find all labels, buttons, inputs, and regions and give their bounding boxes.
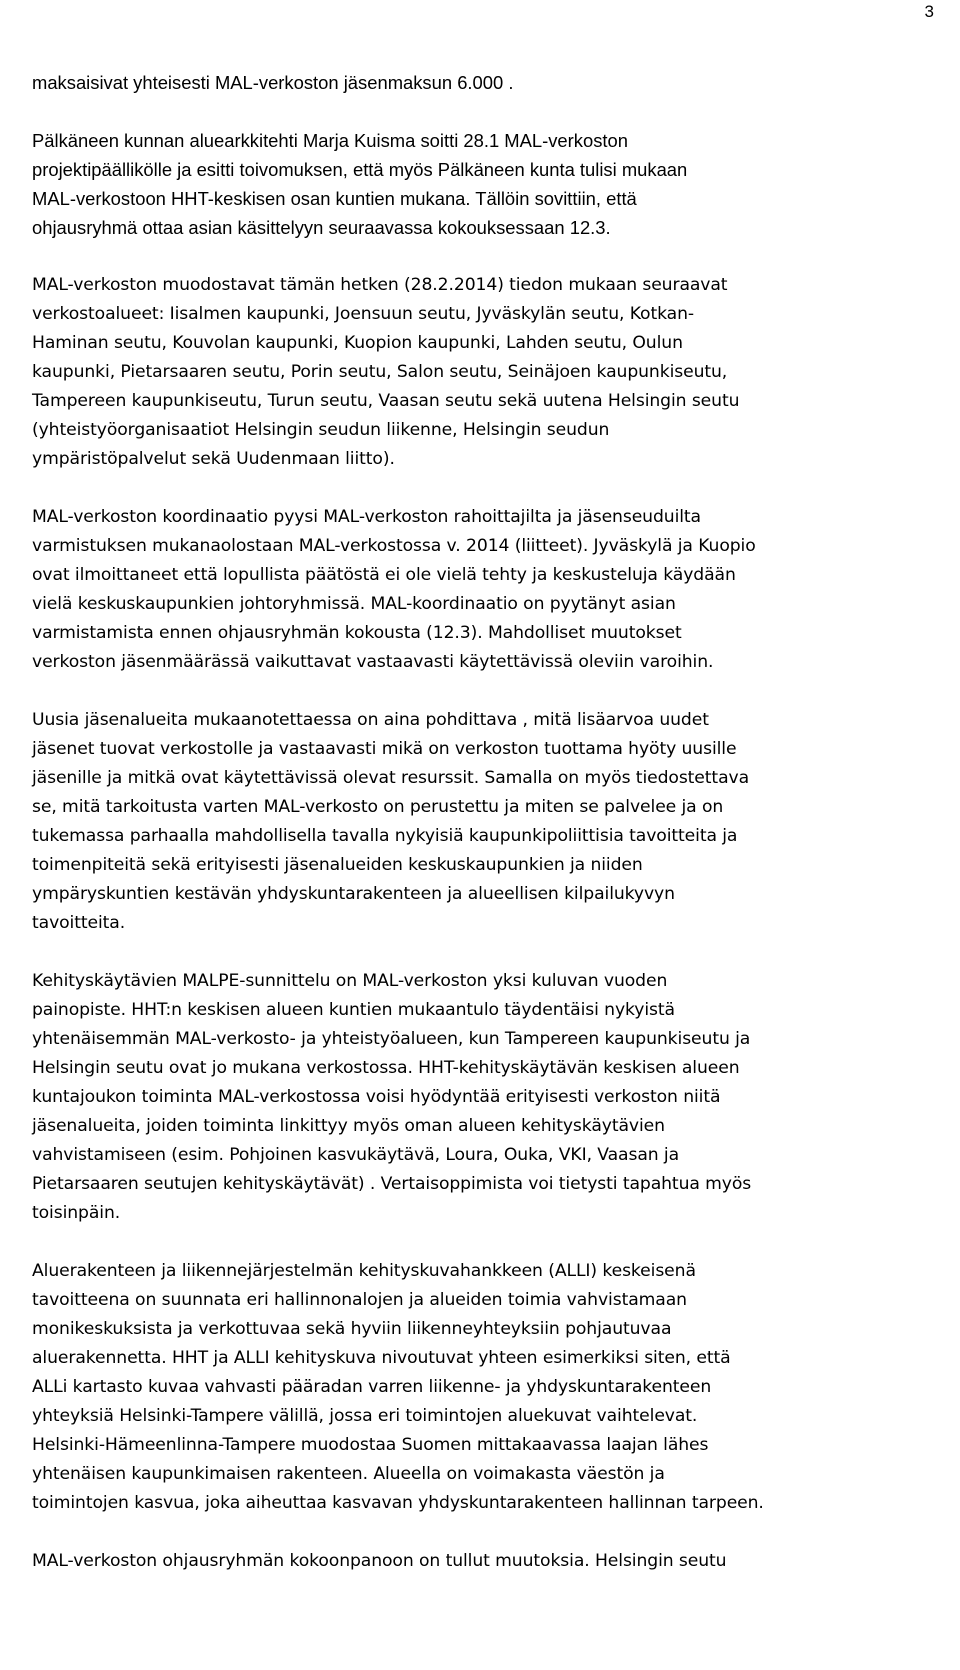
text-line: MAL-verkoston koordinaatio pyysi MAL-verkoston rahoittajilta ja jäsenseuduilta [32, 507, 701, 527]
text-line: yhteyksiä Helsinki-Tampere välillä, jossa eri toimintojen aluekuvat vaihtelevat. [32, 1406, 698, 1426]
text-line: tavoitteena on suunnata eri hallinnonalojen ja alueiden toimia vahvistamaan [32, 1290, 687, 1310]
text-line: verkostoalueet: Iisalmen kaupunki, Joensuun seutu, Jyväskylän seutu, Kotkan- [32, 304, 694, 324]
text-line: Helsinki-Hämeenlinna-Tampere muodostaa Suomen mittakaavassa laajan lähes [32, 1435, 709, 1455]
text-line: Haminan seutu, Kouvolan kaupunki, Kuopion kaupunki, Lahden seutu, Oulun [32, 333, 683, 353]
text-line: ympäristöpalvelut sekä Uudenmaan liitto). [32, 449, 395, 469]
text-line: verkoston jäsenmäärässä vaikuttavat vastaavasti käytettävissä oleviin varoihin. [32, 652, 714, 672]
text-line: jäsenet tuovat verkostolle ja vastaavasti mikä on verkoston tuottama hyöty uusille [32, 739, 737, 759]
document-body [32, 68, 932, 1605]
text-line: ympäryskuntien kestävän yhdyskuntarakenteen ja alueellisen kilpailukyvyn [32, 884, 675, 904]
text-line: projektipäällikölle ja esitti toivomuksen, että myös Pälkäneen kunta tulisi mukaan [32, 159, 688, 180]
text-line: tavoitteita. [32, 913, 126, 933]
text-line: yhtenäisemmän MAL-verkosto- ja yhteistyöalueen, kun Tampereen kaupunkiseutu ja [32, 1029, 751, 1049]
text-line: toimenpiteitä sekä erityisesti jäsenalueiden keskuskaupunkien ja niiden [32, 855, 643, 875]
text-line: varmistamista ennen ohjausryhmän kokousta (12.3). Mahdolliset muutokset [32, 623, 682, 643]
paragraph-alli [32, 1257, 932, 1518]
text-line: jäsenalueita, joiden toiminta linkittyy myös oman alueen kehityskäytävien [32, 1116, 665, 1136]
text-line: ovat ilmoittaneet että lopullista päätöstä ei ole vielä tehty ja keskusteluja käydään [32, 565, 736, 585]
text-line: kaupunki, Pietarsaaren seutu, Porin seutu, Salon seutu, Seinäjoen kaupunkiseutu, [32, 362, 728, 382]
text-line: ALLi kartasto kuvaa vahvasti pääradan varren liikenne- ja yhdyskuntarakenteen [32, 1377, 712, 1397]
text-line: Helsingin seutu ovat jo mukana verkostossa. HHT-kehityskäytävän keskisen alueen [32, 1058, 740, 1078]
text-line: kuntajoukon toiminta MAL-verkostossa voisi hyödyntää erityisesti verkoston niitä [32, 1087, 721, 1107]
text-line: monikeskuksista ja verkottuvaa sekä hyviin liikenneyhteyksiin pohjautuvaa [32, 1319, 672, 1339]
text-line: Pälkäneen kunnan aluearkkitehti Marja Kuisma soitti 28.1 MAL-verkoston [32, 130, 628, 151]
paragraph-membership-fee [32, 68, 932, 97]
paragraph-palkane-request [32, 126, 932, 242]
text-line: (yhteistyöorganisaatiot Helsingin seudun liikenne, Helsingin seudun [32, 420, 610, 440]
text-line: vielä keskuskaupunkien johtoryhmissä. MAL-koordinaatio on pyytänyt asian [32, 594, 676, 614]
text-line: ohjausryhmä ottaa asian käsittelyyn seuraavassa kokouksessaan 12.3. [32, 217, 611, 238]
text-line: painopiste. HHT:n keskisen alueen kuntien mukaantulo täydentäisi nykyistä [32, 1000, 675, 1020]
text-line: toimintojen kasvua, joka aiheuttaa kasvavan yhdyskuntarakenteen hallinnan tarpeen. [32, 1493, 764, 1513]
text-line: MAL-verkoston muodostavat tämän hetken (28.2.2014) tiedon mukaan seuraavat [32, 275, 728, 295]
paragraph-coordination [32, 503, 932, 677]
text-line: Uusia jäsenalueita mukaanotettaessa on aina pohdittava , mitä lisäarvoa uudet [32, 710, 709, 730]
paragraph-corridors [32, 967, 932, 1228]
text-line: tukemassa parhaalla mahdollisella tavalla nykyisiä kaupunkipoliittisia tavoitteita ja [32, 826, 738, 846]
text-line: Tampereen kaupunkiseutu, Turun seutu, Vaasan seutu sekä uutena Helsingin seutu [32, 391, 740, 411]
text-line: varmistuksen mukanaolostaan MAL-verkostossa v. 2014 (liitteet). Jyväskylä ja Kuopio [32, 536, 756, 556]
paragraph-new-members [32, 706, 932, 938]
text-line: maksaisivat yhteisesti MAL-verkoston jäsenmaksun 6.000 . [32, 72, 514, 93]
text-line: se, mitä tarkoitusta varten MAL-verkosto on perustettu ja miten se palvelee ja on [32, 797, 724, 817]
text-line: MAL-verkoston ohjausryhmän kokoonpanoon on tullut muutoksia. Helsingin seutu [32, 1551, 727, 1571]
text-line: Pietarsaaren seutujen kehityskäytävät) . Vertaisoppimista voi tietysti tapahtua myös [32, 1174, 752, 1194]
text-line: vahvistamiseen (esim. Pohjoinen kasvukäytävä, Loura, Ouka, VKI, Vaasan ja [32, 1145, 680, 1165]
paragraph-network-members [32, 271, 932, 474]
text-line: toisinpäin. [32, 1203, 121, 1223]
paragraph-steering-group [32, 1547, 932, 1576]
text-line: yhtenäisen kaupunkimaisen rakenteen. Alueella on voimakasta väestön ja [32, 1464, 665, 1484]
text-line: Kehityskäytävien MALPE-sunnittelu on MAL-verkoston yksi kuluvan vuoden [32, 971, 668, 991]
text-line: jäsenille ja mitkä ovat käytettävissä olevat resurssit. Samalla on myös tiedostettava [32, 768, 750, 788]
text-line: MAL-verkostoon HHT-keskisen osan kuntien mukana. Tällöin sovittiin, että [32, 188, 637, 209]
text-line: aluerakennetta. HHT ja ALLI kehityskuva nivoutuvat yhteen esimerkiksi siten, että [32, 1348, 731, 1368]
text-line: Aluerakenteen ja liikennejärjestelmän kehityskuvahankkeen (ALLI) keskeisenä [32, 1261, 696, 1281]
page-number: 3 [924, 2, 934, 21]
